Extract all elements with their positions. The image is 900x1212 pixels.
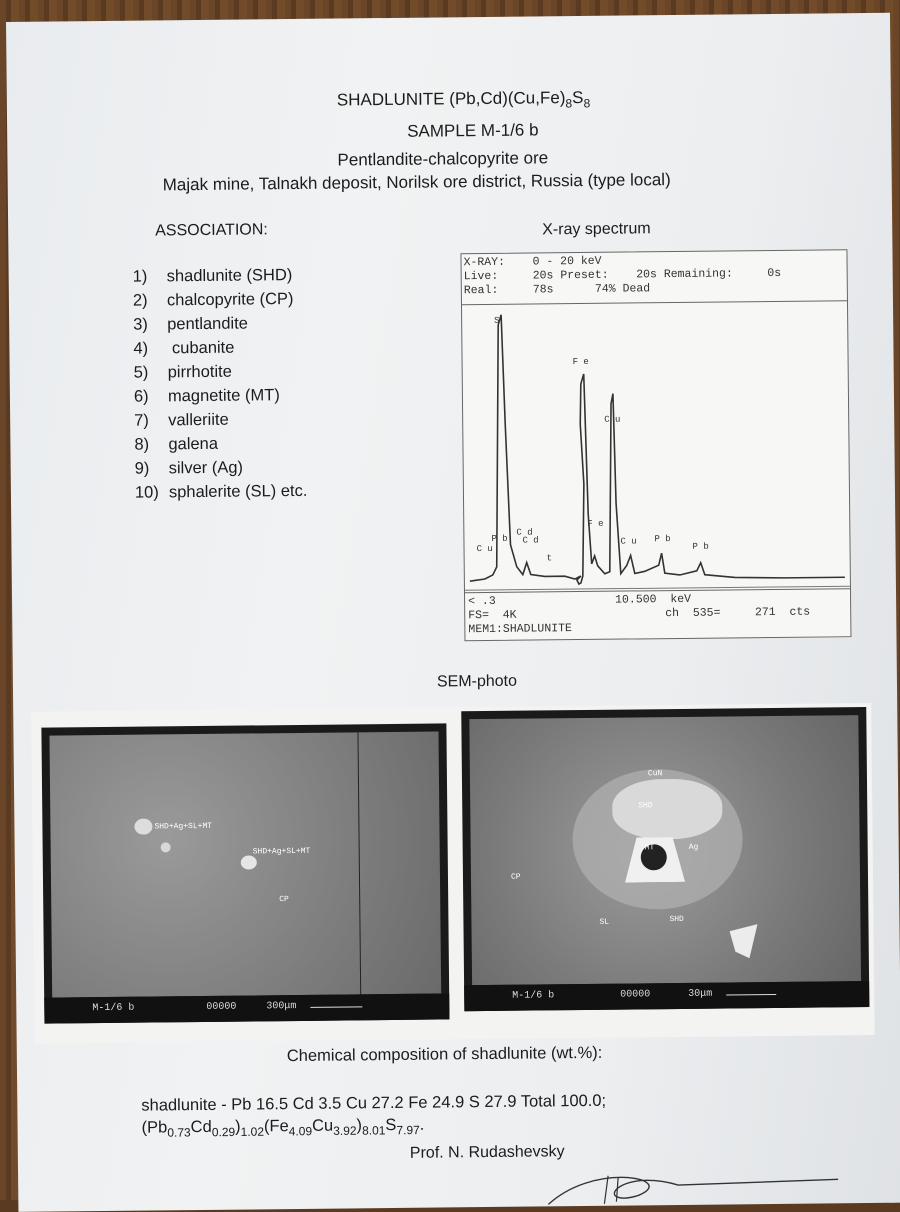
spectrum-memory: MEM1:SHADLUNITE <box>468 622 572 637</box>
peak-label: F e <box>587 518 604 529</box>
list-item: 1) shadlunite (SHD) <box>132 266 293 286</box>
list-item: 4) cubanite <box>133 338 235 358</box>
photo-label: SHD <box>669 914 684 925</box>
peak-label: C d <box>522 535 539 546</box>
photo-label: CuN <box>647 769 663 779</box>
photo-scale: 30μm <box>688 988 713 1000</box>
photo-label: Ag <box>688 842 699 852</box>
photo-info-bar <box>44 993 449 1023</box>
photo-label: MT <box>644 843 655 853</box>
photo-sample: M-1/6 b <box>92 1002 135 1015</box>
photo-label: SHD <box>638 801 653 811</box>
xray-spectrum-printout <box>460 249 851 641</box>
peak-label: t <box>546 553 553 564</box>
list-item: 2) chalcopyrite (CP) <box>132 290 294 310</box>
spectrum-footer <box>465 588 850 641</box>
list-item: 10) sphalerite (SL) etc. <box>134 481 308 502</box>
ore-type: Pentlandite-chalcopyrite ore <box>337 148 549 170</box>
peak-label: C d <box>516 527 533 538</box>
xray-heading: X-ray spectrum <box>542 220 651 239</box>
photo-label: SHD+Ag+SL+MT <box>252 846 311 857</box>
peak-label: C u <box>476 543 493 555</box>
sem-photo-strip <box>31 703 874 1044</box>
chemistry-heading: Chemical composition of shadlunite (wt.%): <box>286 1043 603 1066</box>
sem-photo-1 <box>41 723 449 1023</box>
list-item: 7) valleriite <box>134 410 229 430</box>
sample-id: SAMPLE M-1/6 b <box>407 120 539 141</box>
list-item: 6) magnetite (MT) <box>133 386 280 406</box>
photo-label: SHD+Ag+SL+MT <box>154 821 213 832</box>
empirical-formula: $(Pb_{0.73}Cd_{0.29})_{1.02}(Fe_{4.09}Cu_{3.92})_{8.01}S_{7.97}$. <box>141 1115 425 1140</box>
list-item: 3) pentlandite <box>133 314 249 334</box>
list-item: 8) galena <box>134 434 219 454</box>
peak-label: C u <box>604 414 621 425</box>
spectrum-channel: ch 535= 271 cts <box>665 605 811 621</box>
sem-photo-2 <box>461 707 869 1011</box>
spectrum-live: Live: 20s Preset: 20s Remaining: 0s <box>463 266 782 284</box>
peak-label: C u <box>620 536 637 547</box>
photo-label: SL <box>599 917 610 927</box>
chemistry-analysis: shadlunite - Pb 16.5 Cd 3.5 Cu 27.2 Fe 24.9 S 27.9 Total 100.0; <box>141 1091 607 1115</box>
peak-label: P b <box>491 533 508 544</box>
spectrum-cursor-lo: < .3 <box>468 594 496 609</box>
spectrum-cursor-energy: 10.500 keV <box>615 592 692 607</box>
photo-label: CP <box>510 872 521 882</box>
list-item: 9) silver (Ag) <box>134 458 244 478</box>
peak-label: P b <box>654 534 671 545</box>
photo-code: 00000 <box>206 1001 237 1013</box>
document-sheet <box>6 13 900 1212</box>
handwritten-signature <box>538 1163 848 1206</box>
author: Prof. N. Rudashevsky <box>409 1143 565 1162</box>
photo-label: CP <box>279 895 289 905</box>
spectrum-header <box>461 250 847 305</box>
spectrum-full-scale: FS= 4K <box>468 608 517 623</box>
spectrum-plot <box>462 301 850 591</box>
mineral-title: SHADLUNITE $(Pb,Cd)(Cu,Fe)_8S_8$ <box>336 87 591 111</box>
photo-code: 00000 <box>620 989 651 1001</box>
spectrum-range: X-RAY: 0 - 20 keV <box>463 254 602 270</box>
photo-scale: 300μm <box>266 1001 297 1013</box>
association-heading: ASSOCIATION: <box>155 221 268 240</box>
association-list <box>133 266 308 508</box>
peak-label: F e <box>572 356 589 368</box>
photo-info-bar <box>464 981 869 1011</box>
photo-sample: M-1/6 b <box>512 990 555 1002</box>
list-item: 5) pirrhotite <box>133 362 232 382</box>
spectrum-real: Real: 78s 74% Dead <box>463 282 651 298</box>
locality: Majak mine, Talnakh deposit, Norilsk ore district, Russia (type local) <box>162 170 671 195</box>
peak-label: P b <box>692 541 709 552</box>
peak-label: S <box>494 315 500 326</box>
sem-heading: SEM-photo <box>436 672 518 691</box>
